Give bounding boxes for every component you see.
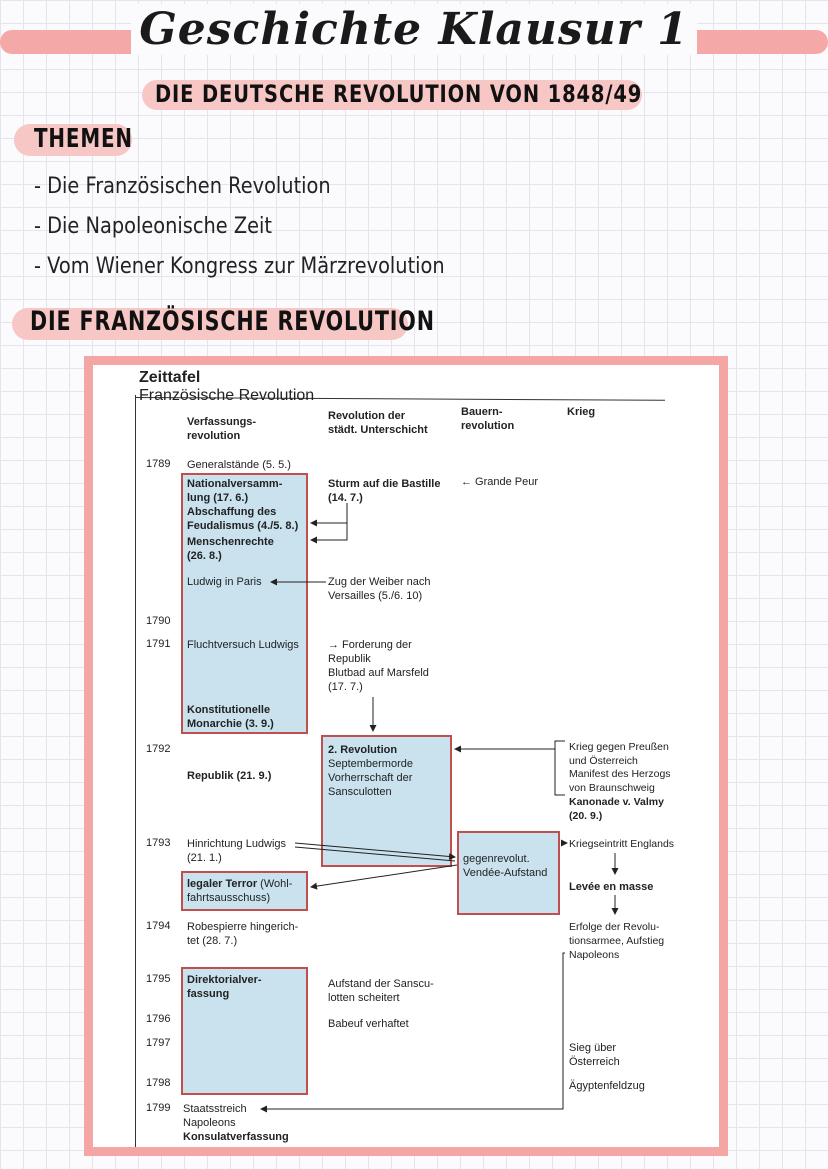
arrow-bastille-menschenrechte <box>311 523 347 540</box>
entry-ludwig-paris: Ludwig in Paris <box>187 576 262 588</box>
column-header: Revolution der städt. Unterschicht <box>328 410 428 436</box>
entry-levee: Levée en masse <box>569 881 654 893</box>
entry-direktorial: Direktorialver- fassung <box>187 974 262 1000</box>
arrow-krieg-revolution <box>455 741 565 749</box>
entry-konstitutionell: Konstitutionelle Monarchie (3. 9.) <box>187 704 274 730</box>
column-header: Verfassungs- revolution <box>187 416 257 442</box>
year-label: 1792 <box>146 743 171 755</box>
page-title: Geschichte Klausur 1 <box>0 4 828 55</box>
section-heading: DIE FRANZÖSISCHE REVOLUTION <box>30 306 435 337</box>
year-label: 1791 <box>146 638 171 650</box>
entry-konsulat: Konsulatverfassung <box>183 1131 289 1143</box>
entry-aegypten: Ägyptenfeldzug <box>569 1080 645 1092</box>
arrow-hinrichtung-vendee-2 <box>295 847 455 861</box>
entry-forderung: → Forderung der Republik Blutbad auf Marsfeld (17. 7.) <box>328 639 429 693</box>
entry-valmy: Kanonade v. Valmy (20. 9.) <box>569 796 664 822</box>
entry-erfolge: Erfolge der Revolu- tionsarmee, Aufstieg Napoleons <box>569 921 665 961</box>
entry-vendee: gegenrevolut. Vendée-Aufstand <box>463 853 548 879</box>
arrow-bastille-feudalismus <box>311 503 347 523</box>
timeline-image-frame <box>84 356 728 1156</box>
entry-terror-rest: (Wohl- fahrtsausschuss) <box>187 878 293 904</box>
entry-republik: Republik (21. 9.) <box>187 770 272 782</box>
timeline-arrows <box>93 365 719 1147</box>
entry-september: Septembermorde Vorherrschaft der Sansculotten <box>328 758 413 798</box>
timeline-scan <box>93 365 719 1147</box>
arrow-erfolge-staatsstreich <box>261 953 565 1109</box>
entry-sieg: Sieg über Österreich <box>569 1042 620 1068</box>
topic-item: - Die Napoleonische Zeit <box>34 214 272 239</box>
entry-babeuf: Babeuf verhaftet <box>328 1018 409 1030</box>
entry-fluchtversuch: Fluchtversuch Ludwigs <box>187 639 299 651</box>
year-label: 1795 <box>146 973 171 985</box>
arrow-vendee-terror <box>311 865 457 887</box>
year-label: 1790 <box>146 615 171 627</box>
year-label: 1796 <box>146 1013 171 1025</box>
entry-weiber: Zug der Weiber nach Versailles (5./6. 10) <box>328 576 431 602</box>
column-header: Krieg <box>567 406 596 418</box>
subtitle: DIE DEUTSCHE REVOLUTION VON 1848/49 <box>155 80 643 108</box>
entry-hinrichtung: Hinrichtung Ludwigs (21. 1.) <box>187 838 287 864</box>
entry-terror-bold: legaler Terror <box>187 878 258 890</box>
topic-item: - Die Französischen Revolution <box>34 174 331 199</box>
year-label: 1799 <box>146 1102 171 1114</box>
entry-grande-peur: ← Grande Peur <box>461 476 539 488</box>
entry-feudalismus: Abschaffung des Feudalismus (4./5. 8.) <box>187 506 299 532</box>
krieg-bracket <box>555 741 565 795</box>
entry-englands: Kriegseintritt Englands <box>569 838 675 850</box>
entry-generalstaende: Generalstände (5. 5.) <box>187 459 291 471</box>
entry-krieg-preussen: Krieg gegen Preußen und Österreich Manifest des Herzogs von Braunschweig <box>569 741 671 794</box>
timeline-title: Zeittafel <box>139 369 201 386</box>
year-label: 1794 <box>146 920 171 932</box>
entry-bastille: Sturm auf die Bastille (14. 7.) <box>328 478 441 504</box>
entry-robespierre: Robespierre hingerich- tet (28. 7.) <box>187 921 299 947</box>
year-label: 1789 <box>146 458 171 470</box>
topic-item: - Vom Wiener Kongress zur Märzrevolution <box>34 254 445 279</box>
arrow-hinrichtung-vendee-1 <box>295 843 455 857</box>
topics-heading: THEMEN <box>34 124 133 154</box>
column-header: Bauern- revolution <box>461 406 515 432</box>
entry-revolution2: 2. Revolution <box>328 744 398 756</box>
entry-staatsstreich: Staatsstreich Napoleons <box>183 1103 247 1129</box>
entry-nationalversammlung: Nationalversamm- lung (17. 6.) <box>187 478 283 504</box>
entry-aufstand: Aufstand der Sanscu- lotten scheitert <box>328 978 434 1004</box>
timeline-subtitle: Französische Revolution <box>139 387 315 404</box>
year-label: 1793 <box>146 837 171 849</box>
entry-menschenrechte: Menschenrechte (26. 8.) <box>187 536 274 562</box>
year-label: 1798 <box>146 1077 171 1089</box>
year-label: 1797 <box>146 1037 171 1049</box>
